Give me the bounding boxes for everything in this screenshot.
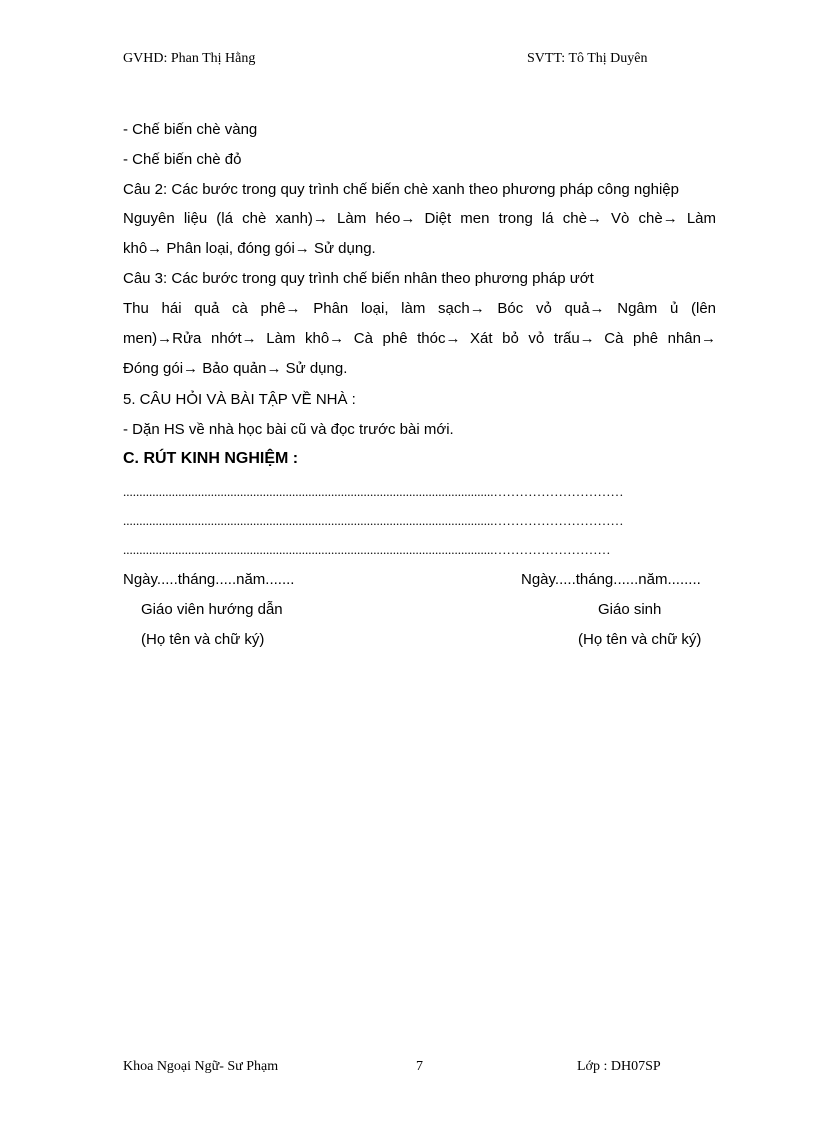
student-date: Ngày.....tháng......năm........ [521,571,701,588]
question-3-process-line-1: Thu hái quả cà phê→ Phân loại, làm sạch→ Bóc vỏ quả→ Ngâm ủ (lên [123,300,716,317]
dotted-line-3: ..................................................................................................................……………………… [123,542,611,557]
student-sign: (Họ tên và chữ ký) [578,631,702,648]
question-3-process-line-3: Đóng gói→ Bảo quản→ Sử dụng. [123,360,348,377]
dotted-line-2: ..................................................................................................................………………………… [123,513,624,528]
section-c-title: C. RÚT KINH NGHIỆM : [123,450,299,467]
student-role: Giáo sinh [598,601,662,618]
instructor-role: Giáo viên hướng dẫn [141,601,283,618]
footer-faculty: Khoa Ngoại Ngữ- Sư Phạm [123,1059,279,1074]
question-2-process-line-1: Nguyên liệu (lá chè xanh)→ Làm héo→ Diệt men trong lá chè→ Vò chè→ Làm [123,210,716,227]
list-item-yellow-tea: - Chế biến chè vàng [123,121,258,138]
header-student: SVTT: Tô Thị Duyên [527,51,648,66]
list-item-black-tea: - Chế biến chè đỏ [123,151,242,168]
section-5-text: - Dặn HS về nhà học bài cũ và đọc trước bài mới. [123,421,454,438]
question-2-process-line-2: khô→ Phân loại, đóng gói→ Sử dụng. [123,240,376,257]
question-2-title: Câu 2: Các bước trong quy trình chế biến chè xanh theo phương pháp công nghiệp [123,181,679,198]
section-5-title: 5. CÂU HỎI VÀ BÀI TẬP VỀ NHÀ : [123,391,356,408]
dotted-line-1: ..................................................................................................................………………………… [123,484,624,499]
question-3-title: Câu 3: Các bước trong quy trình chế biến nhân theo phương pháp ướt [123,270,594,287]
header-instructor: GVHD: Phan Thị Hằng [123,51,256,66]
instructor-date: Ngày.....tháng.....năm....... [123,571,295,588]
instructor-sign: (Họ tên và chữ ký) [141,631,265,648]
page-number: 7 [416,1059,423,1074]
footer-class: Lớp : DH07SP [577,1059,661,1074]
question-3-process-line-2: men)→Rửa nhớt→ Làm khô→ Cà phê thóc→ Xát bỏ vỏ trấu→ Cà phê nhân→ [123,330,716,347]
